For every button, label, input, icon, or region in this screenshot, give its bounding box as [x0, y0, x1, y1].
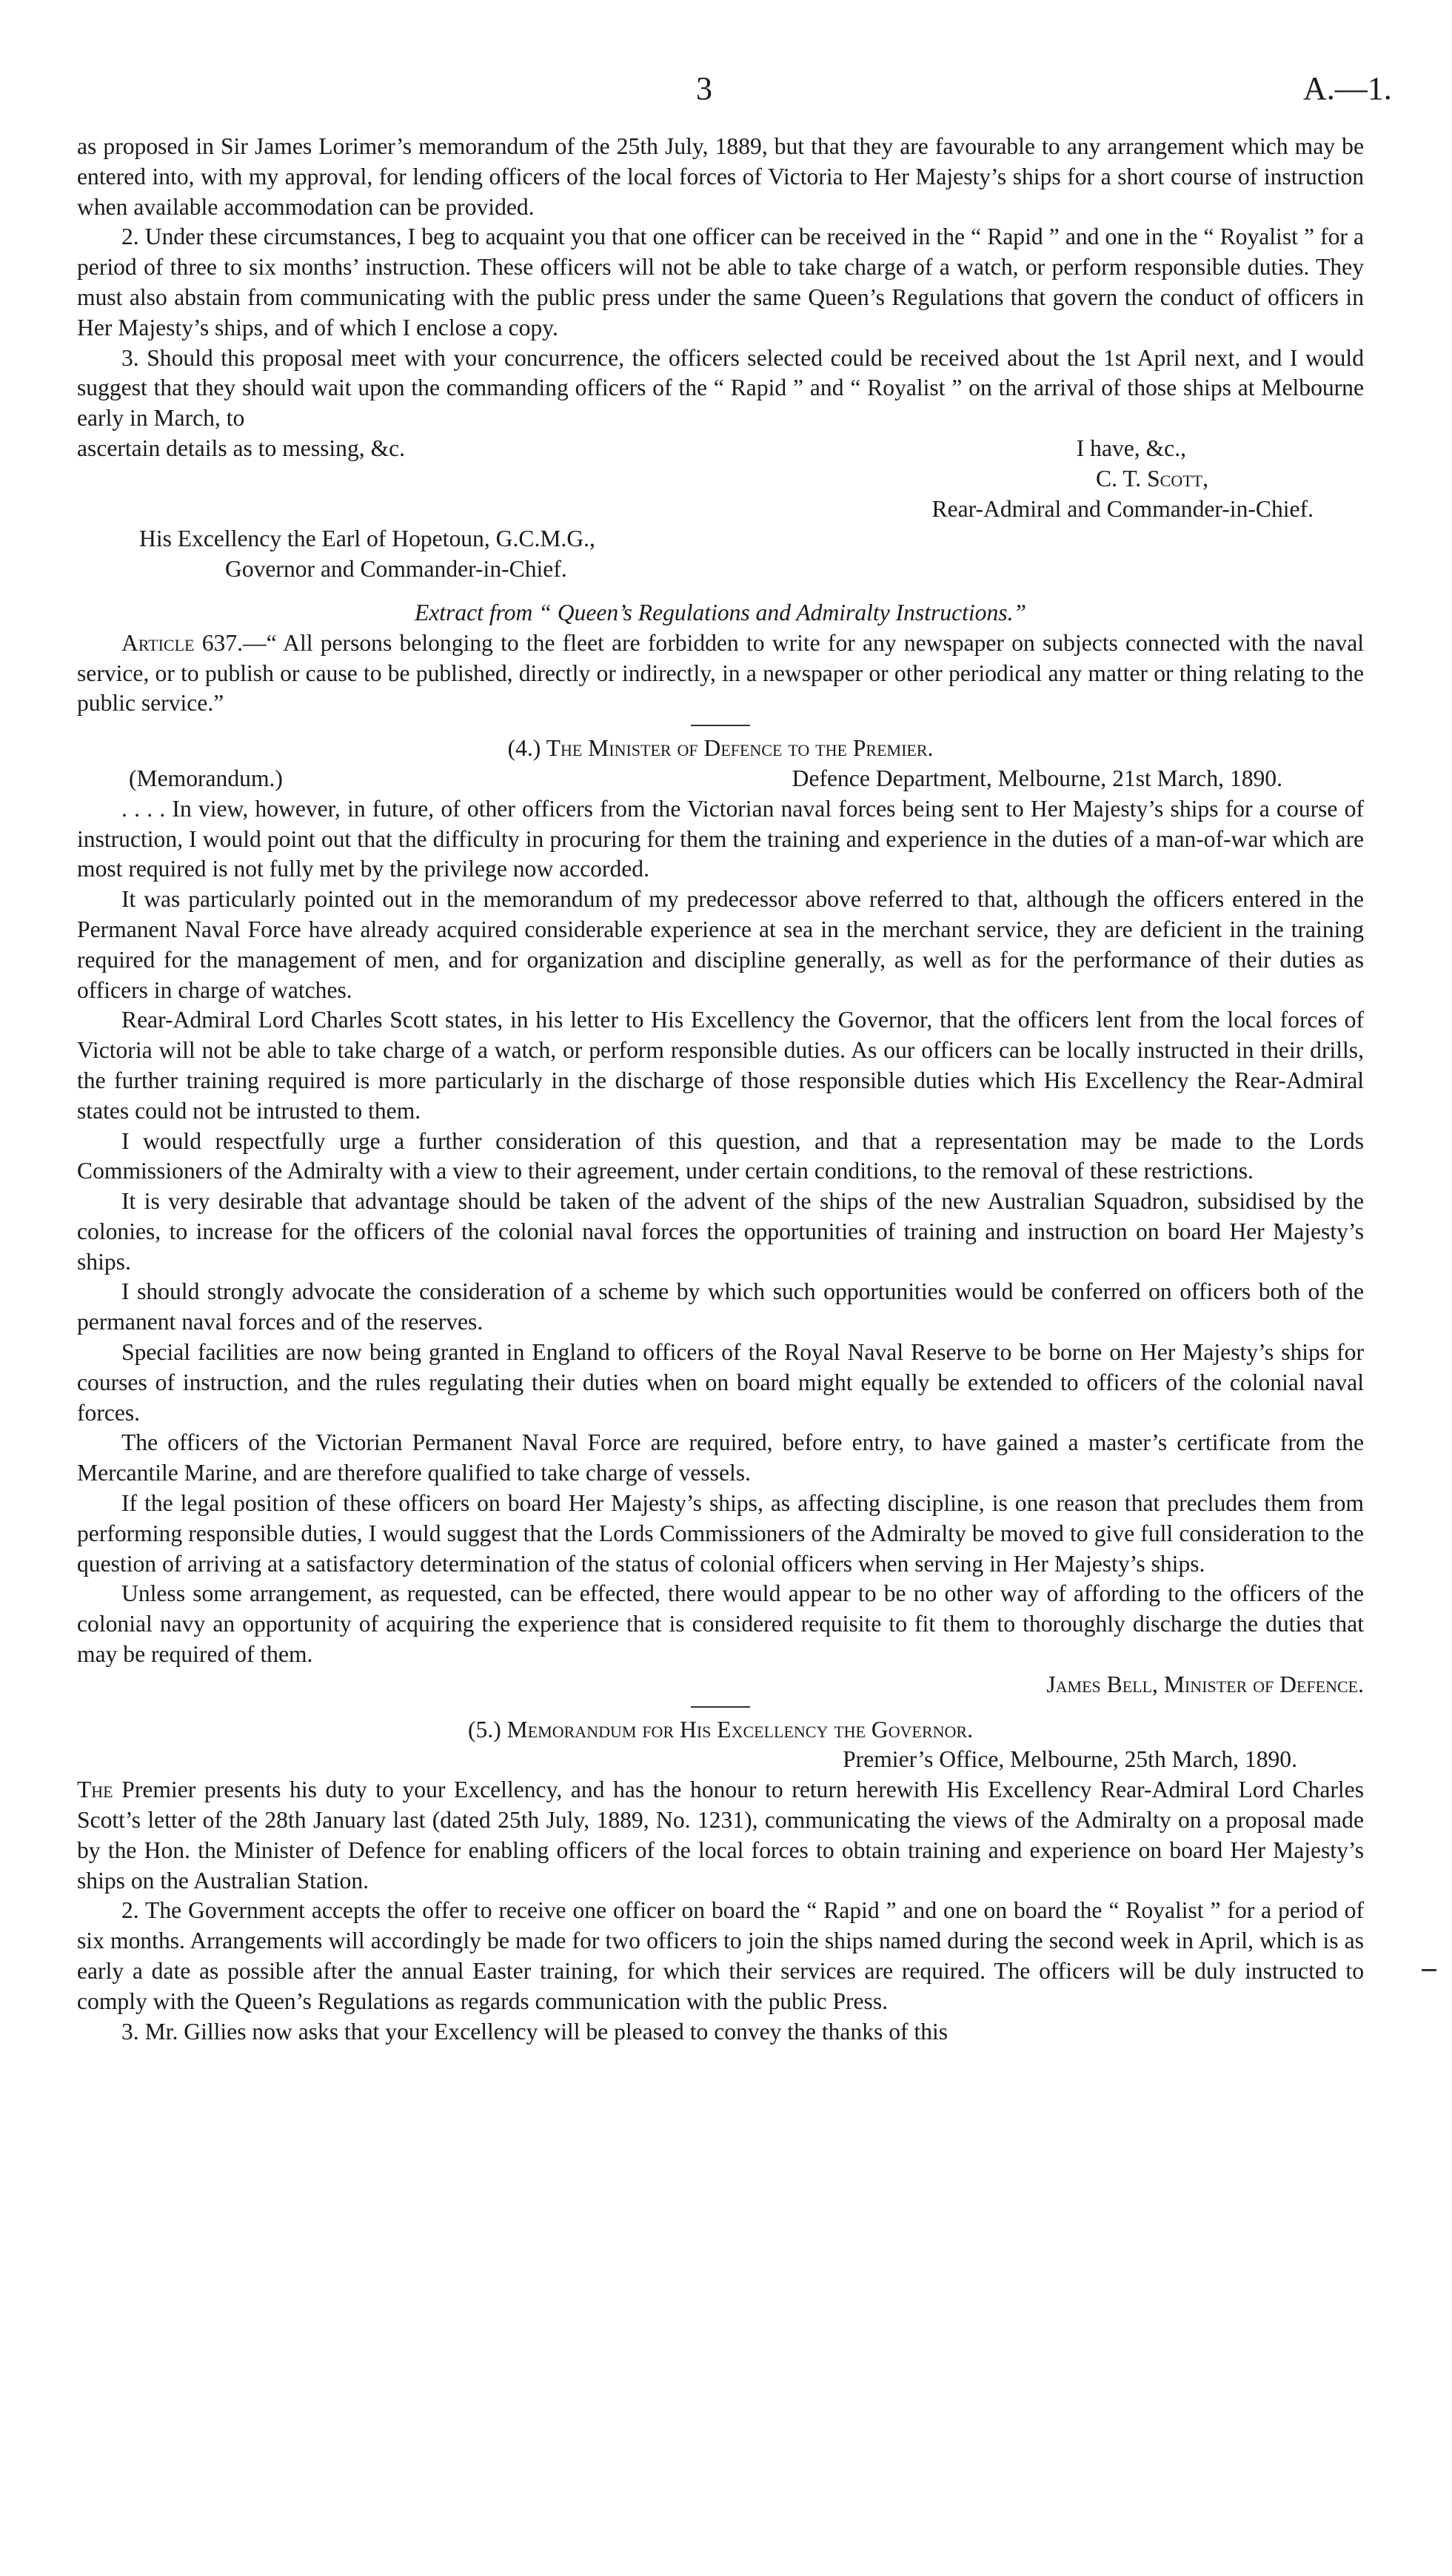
- memo-paragraph: I would respectfully urge a further consideration of this question, and that a representation may be made to the Lords Commissioners of the Admiralty with a view to their agreement, under certain conditions, to the removal of these restrictions.: [77, 1127, 1364, 1184]
- section-divider: [691, 1706, 750, 1708]
- section-heading: (4.) The Minister of Defence to the Premier.: [507, 735, 934, 762]
- memo-signature: James Bell, Minister of Defence.: [1046, 1671, 1364, 1697]
- memo-paragraph: 2. The Government accepts the offer to receive one officer on board the “ Rapid ” and one on board the “ Royalist ” for a period of six months. Arrangements will accordingly be made for two officers to join the ships named during the second week in April, which is as early a date as possible after the annual Easter training, for which their services are required. The officers will be duly instructed to comply with the Queen’s Regulations as regards communication with the public Press.: [77, 1897, 1364, 2014]
- letter-closing: I have, &c.,: [1076, 435, 1186, 461]
- addressee: His Excellency the Earl of Hopetoun, G.C.M.G.,: [139, 526, 595, 552]
- letter-paragraph: 3. Should this proposal meet with your concurrence, the officers selected could be received about the 1st April next, and I would suggest that they should wait upon the commanding officers of the “ Rapid ” and “ Royalist ” on the arrival of those ships at Melbourne early in March, to: [77, 344, 1364, 432]
- memo-paragraph: I should strongly advocate the consideration of a scheme by which such opportunities would be conferred on officers both of the permanent naval forces and of the reserves.: [77, 1278, 1364, 1335]
- letter-closing-row: [77, 434, 1364, 464]
- letter-paragraph-end: ascertain details as to messing, &c.: [77, 435, 406, 461]
- document-reference: A.—1.: [1303, 70, 1392, 107]
- extract-title: Extract from “ Queen’s Regulations and Admiralty Instructions.”: [414, 599, 1027, 625]
- memo-dateline: Premier’s Office, Melbourne, 25th March, 1890.: [843, 1746, 1297, 1773]
- memo-paragraph: The Premier presents his duty to your Excellency, and has the honour to return herewith His Excellency Rear-Admiral Lord Charles Scott’s letter of the 28th January last (dated 25th July, 1889, No. 1231), communicating the views of the Admiralty on a proposal made by the Hon. the Minister of Defence for enabling officers of the local forces to obtain training and experience on board Her Majesty’s ships on the Australian Station.: [77, 1777, 1364, 1894]
- memo-paragraph: 3. Mr. Gillies now asks that your Excellency will be pleased to convey the thanks of this: [121, 2018, 949, 2045]
- memo-paragraph: Unless some arrangement, as requested, can be effected, there would appear to be no other way of affording to the officers of the colonial navy an opportunity of acquiring the experience that is considered requisite to fit them to thoroughly discharge the duties that may be required of them.: [77, 1580, 1364, 1668]
- article-label: Article 637.: [121, 629, 244, 656]
- section-heading: (5.) Memorandum for His Excellency the Governor.: [468, 1716, 973, 1743]
- addressee-title: Governor and Commander-in-Chief.: [225, 556, 567, 583]
- memo-paragraph: Special facilities are now being granted in England to officers of the Royal Naval Reserve to be borne on Her Majesty’s ships for courses of instruction, and the rules regulating their duties when on board might equally be extended to officers of the colonial naval forces.: [77, 1339, 1364, 1426]
- memo-label: (Memorandum.): [129, 765, 283, 791]
- memo-paragraph: It is very desirable that advantage should be taken of the advent of the ships of the new Australian Squadron, subsidised by the colonies, to increase for the officers of the colonial naval forces the opportunities of training and instruction on board Her Majesty’s ships.: [77, 1188, 1364, 1275]
- document-body: [77, 132, 1364, 2047]
- extract-text: Article 637.—“ All persons belonging to the fleet are forbidden to write for any newspaper on subjects connected with the naval service, or to publish or cause to be published, directly or indirectly, in a newspaper or other periodical any matter or thing relating to the public service.”: [77, 629, 1364, 717]
- section-divider: [691, 725, 750, 726]
- signature-title: Rear-Admiral and Commander-in-Chief.: [931, 495, 1314, 522]
- memo-paragraph: If the legal position of these officers on board Her Majesty’s ships, as affecting discipline, is one reason that precludes them from performing responsible duties, I would suggest that the Lords Commissioners of the Admiralty be moved to give full consideration to the question of arriving at a satisfactory determination of the status of colonial officers when serving in Her Majesty’s ships.: [77, 1490, 1364, 1577]
- memo-dateline: Defence Department, Melbourne, 21st March, 1890.: [792, 765, 1282, 791]
- margin-mark: [1422, 1969, 1436, 1971]
- memo-paragraph: It was particularly pointed out in the memorandum of my predecessor above referred to that, although the officers entered in the Permanent Naval Force have already acquired considerable experience at sea in the merchant service, they are deficient in the training required for the management of men, and for organization and discipline generally, as well as for the performance of their duties as officers in charge of watches.: [77, 886, 1364, 1003]
- memo-paragraph: Rear-Admiral Lord Charles Scott states, in his letter to His Excellency the Governor, that the officers lent from the local forces of Victoria will not be able to take charge of a watch, or perform responsible duties. As our officers can be locally instructed in their drills, the further training required is more particularly in the discharge of those responsible duties which His Excellency the Rear-Admiral states could not be intrusted to them.: [77, 1007, 1364, 1124]
- letter-paragraph: 2. Under these circumstances, I beg to acquaint you that one officer can be received in the “ Rapid ” and one in the “ Royalist ” for a period of three to six months’ instruction. These officers will not be able to take charge of a watch, or perform responsible duties. They must also abstain from communicating with the public press under the same Queen’s Regulations that govern the conduct of officers in Her Majesty’s ships, and of which I enclose a copy.: [77, 224, 1364, 341]
- letter-paragraph: as proposed in Sir James Lorimer’s memorandum of the 25th July, 1889, but that they are favourable to any arrangement which may be entered into, with my approval, for lending officers of the local forces of Victoria to Her Majesty’s ships for a short course of instruction when available accommodation can be provided.: [77, 133, 1364, 220]
- page-number: 3: [696, 70, 712, 107]
- memo-paragraph: . . . . In view, however, in future, of other officers from the Victorian naval forces being sent to Her Majesty’s ships for a course of instruction, I would point out that the difficulty in procuring for them the training and experience in the duties of a man-of-war which are most required is not fully met by the privilege now accorded.: [77, 795, 1364, 882]
- memo-paragraph: The officers of the Victorian Permanent Naval Force are required, before entry, to have gained a master’s certificate from the Mercantile Marine, and are therefore qualified to take charge of vessels.: [77, 1429, 1364, 1486]
- memo-header-row: [77, 764, 1364, 794]
- signature-name: C. T. Scott,: [1096, 465, 1208, 492]
